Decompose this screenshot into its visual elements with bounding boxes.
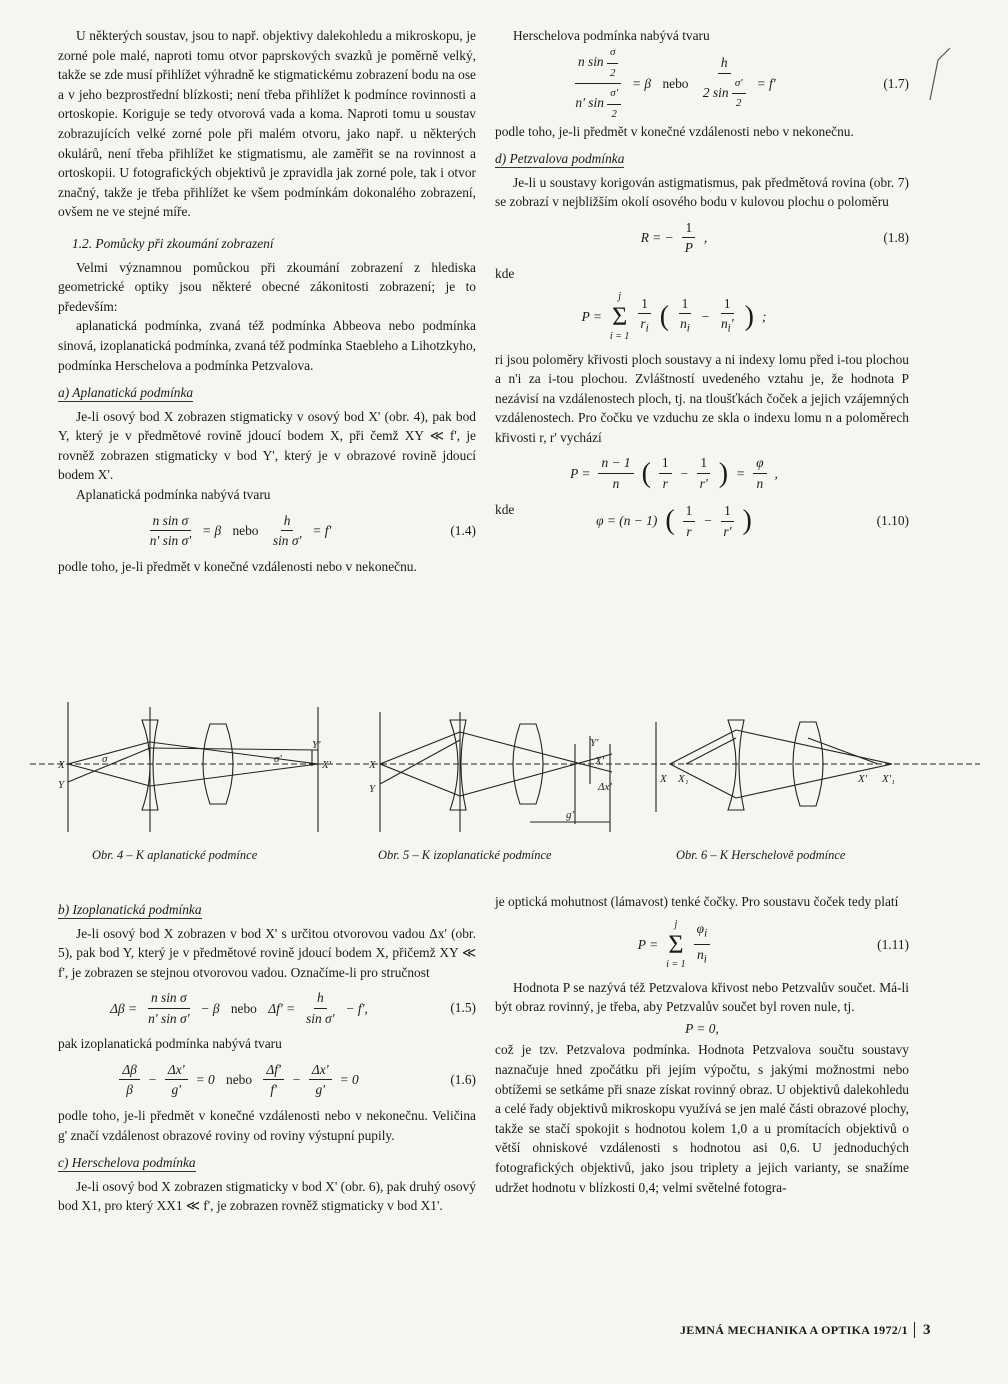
label-dx: Δx': [598, 781, 612, 793]
right-column-top: [495, 26, 909, 547]
label-Y-prime-fig5: Y': [590, 737, 599, 749]
equation-p-zero: P = 0,: [685, 1020, 719, 1036]
radii-paragraph: ri jsou poloměry křivosti ploch soustavy a ni indexy lomu před i-tou plochou a n'i za i-tou plochou. Zvláštností uvedeného vztahu je, že hodnota P nezávisí na vzdálenostech ploch, tj. na tloušťkách čoček a jejich vzájemných vzdálenostech. Pro čočku ve vzduchu ze skla o indexu lomu n a poloměrech křivosti r, r' vychází: [495, 351, 909, 445]
label-sigma-prime: σ': [274, 753, 282, 765]
aplanatic-paragraph: Je-li osový bod X zobrazen stigmaticky v osový bod X' (obr. 4), pak bod Y, který je v předmětové rovině jdoucí bodem X, při čemž XY ≪ f', je rovněž zobrazen stigmaticky v bod Y', který je v obrazové rovině jdoucí bodem X'.: [58, 408, 476, 483]
subheading-aplanatic: a) Aplanatická podmínka: [58, 385, 194, 401]
herschel-paragraph: Je-li osový bod X zobrazen stigmaticky v bod X' (obr. 6), pak druhý osový bod X1, pro který XX1 ≪ f', je zobrazen rovněž stigmaticky v bod X1'.: [58, 1178, 476, 1214]
figure-6-diagram: [656, 720, 892, 812]
herschel-form-intro: Herschelova podmínka nabývá tvaru: [513, 28, 710, 43]
caption-figure-6: Obr. 6 – K Herschelově podmínce: [676, 848, 846, 862]
optical-power-paragraph: je optická mohutnost (lámavost) tenké čočky. Pro soustavu čoček tedy platí: [495, 894, 899, 909]
kde-label-1: kde: [495, 265, 515, 281]
caption-figure-5: Obr. 5 – K izoplanatické podmínce: [378, 848, 552, 862]
label-X-prime-fig6: X': [858, 773, 868, 785]
equation-number: (1.5): [450, 1000, 476, 1016]
section-paragraph-1: Velmi významnou pomůckou při zkoumání zobrazení z hlediska geometrické optiky jsou některé obecné zákonitosti zobrazení; je to především:: [58, 259, 476, 314]
equation-1-11: P = j Σ i = 1 $\frac{\varphi_i}{n_i}$ (1.11): [637, 918, 909, 970]
isoplanatic-paragraph: Je-li osový bod X zobrazen v bod X' s určitou otvorovou vadou Δx' (obr. 5), pak bod Y, který je v předmětové rovině jdoucí bodem X, přičemž XY ≪ f', je zobrazen se stejnou otvorovou vadou. Označíme-li pro stručnost: [58, 925, 476, 980]
label-X1: X₁: [678, 773, 689, 785]
equation-1-5: Δβ = $\frac{\text{n sin σ}}{\text{n' sin σ'}}$ − β nebo Δf' = $\frac{h}{\text{sin σ'}}$ − f', (1.5): [110, 990, 476, 1026]
label-X-fig5: X: [369, 759, 376, 771]
left-column-bottom: [58, 892, 476, 1216]
equation-petzval-sum: P = j Σ i = 1 $\frac{1}{r_i}$ ( $\frac{1}{n_i}$ − $\frac{1}{n_i'}$ ) ;: [581, 290, 767, 342]
equation-number: (1.7): [883, 75, 909, 91]
equation-number: (1.10): [876, 513, 909, 529]
subheading-petzval: d) Petzvalova podmínka: [495, 151, 625, 167]
equation-number: (1.6): [450, 1072, 476, 1088]
page-number: 3: [914, 1322, 931, 1338]
margin-pencil-mark: [920, 40, 960, 110]
equation-number: (1.8): [883, 230, 909, 246]
label-Y-fig5: Y: [369, 783, 376, 795]
figure-5-diagram: [380, 712, 612, 832]
intro-paragraph: U některých soustav, jsou to např. objektivy dalekohledu a mikroskopu, je zorné pole malé, naproti tomu otvor paprskových svazků je poměrně velký, takže se zde musí přihlížet výhradně ke stigmatickému zobrazení bodu na ose a v jeho bezprostřední blízkosti; není třeba přihlížet k podmínce rovinnosti a ortoskopie. Koriguje se tedy otvorová vada a koma. Naproti tomu u soustav zobrazujících velké zorné pole při malém otvoru, jako např. u některých okulárů, není třeba přihlížet ke stigmatismu, ale zaměřit se na rovinnost a ortoskopii. U fotografických objektivů je zpravidla jak zorné pole, tak i otvor značný, takže je třeba přihlížet ke všem podmínkám dokonalého zobrazení, ovšem ne ve stejné míře.: [58, 28, 476, 220]
journal-name: JEMNÁ MECHANIKA A OPTIKA 1972/1: [680, 1323, 908, 1337]
section-paragraph-2: aplanatická podmínka, zvaná též podmínka Abbeova nebo podmínka sinová, izoplanatická podmínka, zvaná též podmínka Staebleho a Lihotzkyho, podmínka Herschelova a podmínka Petzvalova.: [58, 318, 476, 373]
page-footer: [680, 1322, 931, 1339]
after-eq-1-7: podle toho, je-li předmět v konečné vzdálenosti nebo v nekonečnu.: [495, 123, 854, 139]
caption-figure-4: Obr. 4 – K aplanatické podmínce: [92, 848, 258, 862]
right-column-bottom: [495, 892, 909, 1197]
after-eq-1-5: pak izoplanatická podmínka nabývá tvaru: [58, 1036, 282, 1052]
equation-number: (1.4): [450, 522, 476, 538]
section-heading: 1.2. Pomůcky při zkoumání zobrazení: [72, 235, 274, 251]
subheading-herschel: c) Herschelova podmínka: [58, 1155, 196, 1171]
label-sigma: σ: [102, 753, 108, 765]
equation-1-10: φ = (n − 1) ( $\frac{1}{r}$ − $\frac{1}{r'}$ ) (1.10): [596, 503, 909, 539]
label-X-fig6: X: [660, 773, 667, 785]
kde-label-2: kde: [495, 501, 515, 517]
left-column-top: [58, 26, 476, 576]
equation-1-8: R = − $\frac{1}{P}$ , (1.8): [640, 219, 909, 256]
equation-number: (1.11): [877, 936, 909, 952]
label-X: X: [58, 759, 65, 771]
petzval-sum-paragraph: Hodnota P se nazývá též Petzvalova křivost nebo Petzvalův součet. Má-li být obraz rovinný, je třeba, aby Petzvalův součet byl roven nule, tj.: [495, 979, 909, 1015]
figures-strip: [30, 692, 980, 842]
equation-1-9: P = $\frac{n - 1}{n}$ ( $\frac{1}{r}$ − $\frac{1}{r'}$ ) = $\frac{\varphi}{n}$ ,: [570, 455, 778, 492]
aplanatic-form-intro: Aplanatická podmínka nabývá tvaru: [76, 487, 271, 503]
label-g: g': [566, 809, 574, 821]
subheading-isoplanatic: b) Izoplanatická podmínka: [58, 902, 202, 917]
petzval-paragraph: Je-li u soustavy korigován astigmatismus, pak předmětová rovina (obr. 7) se zobrazí v nejbližším okolí osového bodu v kulovou plochu o poloměru: [495, 174, 909, 210]
equation-1-4: $\frac{\text{n sin σ}}{\text{n' sin σ'}}$ = β nebo $\frac{h}{\text{sin σ'}}$ = f' (1.4): [149, 512, 476, 549]
after-eq-1-6: podle toho, je-li předmět v konečné vzdálenosti nebo v nekonečnu. Veličina g' značí vzdálenost obrazové roviny od roviny výstupní pupily.: [58, 1107, 476, 1143]
label-X-prime-fig5: X': [595, 755, 605, 767]
after-eq-1-4: podle toho, je-li předmět v konečné vzdálenosti nebo v nekonečnu.: [58, 558, 417, 574]
figure-4-diagram: [68, 702, 318, 832]
petzval-conclusion-paragraph: což je tzv. Petzvalova podmínka. Hodnota Petzvalova součtu soustavy naznačuje hned zpočátku při jejím výpočtu, s jakými možnostmi nebo obtížemi se setkáme při snaze získat rovinný obraz. U objektivů dalekohledu a celé řady objektivů mikroskopu využívá se jen malé části obrazové plochy, takže se stačí spokojit s hodnotou kolem 1,0 a u promítacích objektivů o větší ohniskové vzdálenosti s hodnotou asi 0,6. U jednoduchých fotografických objektivů, jako jsou triplety a jejich varianty, se snažíme udržet hodnotu v blízkosti 0,4; velmi světelné fotogra-: [495, 1042, 909, 1195]
equation-1-7: n sin $\frac{\sigma}{2}$ n' sin $\frac{\sigma'}{2}$ = β nebo h 2 sin $\frac{\sigma'}{2}$ = f' (1.7): [495, 50, 909, 118]
label-X1-prime: X'₁: [882, 773, 895, 785]
label-Y-prime: Y': [312, 739, 321, 751]
equation-1-6: $\frac{\Delta\beta}{\beta}$ − $\frac{\Delta x'}{g'}$ = 0 nebo $\frac{\Delta f'}{f'}$ − $\frac{\Delta x'}{g'}$ = 0 (1.6): [58, 1058, 476, 1102]
label-X-prime: X': [322, 759, 332, 771]
label-Y: Y: [58, 779, 65, 791]
